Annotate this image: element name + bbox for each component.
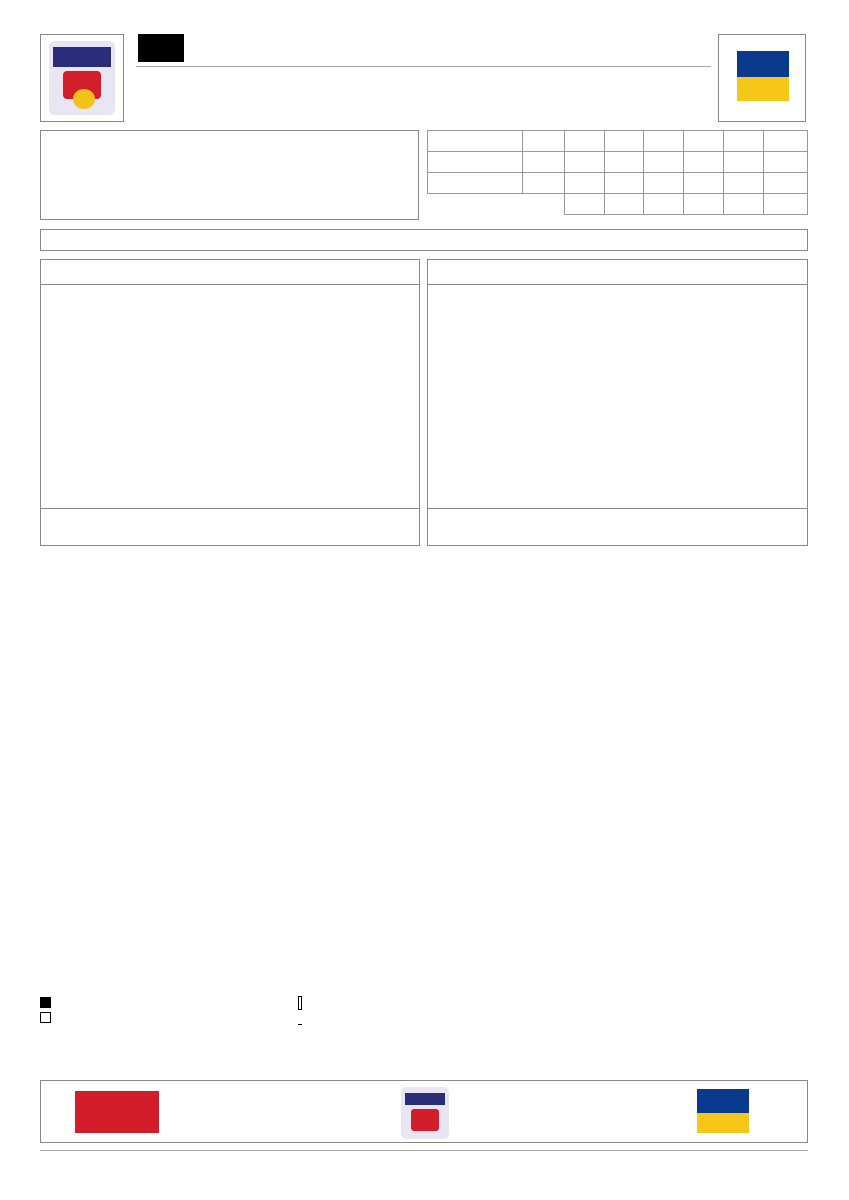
footer-rule [40, 1150, 808, 1151]
match-duration [46, 196, 64, 211]
team-b-roster [427, 259, 808, 546]
referees-box [40, 229, 808, 251]
substitute-square-icon [40, 1012, 51, 1023]
page-code [138, 34, 184, 62]
one-sports-logo-box [718, 34, 806, 122]
spikers-turf-small-logo [401, 1087, 449, 1139]
one-sports-small-logo [697, 1089, 749, 1135]
sponsors-box [40, 1080, 808, 1143]
starting-square-icon [40, 997, 51, 1008]
score-row-ceu [428, 152, 808, 173]
captain-box-icon [298, 996, 302, 1010]
score-header-row [428, 131, 808, 152]
header-logo-box [40, 34, 124, 122]
score-row-adm [428, 173, 808, 194]
libero-mark-icon [298, 1012, 302, 1025]
cignal-logo [75, 1091, 159, 1133]
spikers-turf-logo [49, 41, 115, 115]
legend [40, 995, 440, 1045]
one-sports-logo [737, 51, 789, 103]
title-rule [136, 66, 711, 67]
team-a-roster [40, 259, 420, 546]
score-table [427, 130, 808, 215]
match-info-box [40, 130, 419, 220]
set-duration-row [428, 194, 808, 215]
